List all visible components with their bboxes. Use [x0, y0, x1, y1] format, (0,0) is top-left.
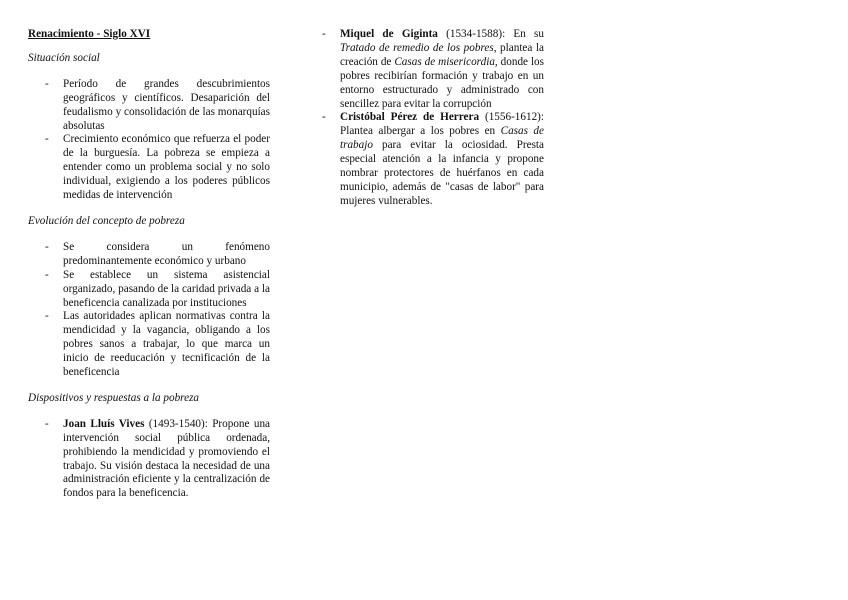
list-item: - Período de grandes descubrimientos geográficos y científicos. Desaparición del feudalismo y consolidación de las monarquías absolutas — [28, 78, 270, 134]
author-text: : En su — [502, 28, 545, 40]
list-item: - Las autoridades aplican normativas contra la mendicidad y la vagancia, obligando a los pobres sanos a trabajar, lo que marca un inicio de reeducación y tecnificación de la beneficencia — [28, 310, 270, 380]
list-item-herrera — [322, 111, 544, 208]
list-item-vives — [28, 418, 270, 501]
list-item: - Se establece un sistema asistencial organizado, pasando de la caridad privada a la beneficencia canalizada por instituciones — [28, 269, 270, 311]
situacion-list — [28, 78, 270, 203]
evolucion-list — [28, 241, 270, 380]
author-text: : Plantea albergar a los pobres en — [340, 111, 545, 138]
author-text: , donde los pobres recibirían formación y trabajo en un entorno estructurado y administrado con sencillez para evitar la corrupción — [340, 55, 545, 110]
work-title: Tratado de remedio de los pobres — [340, 41, 494, 54]
author-name: Joan Lluís Vives — [63, 417, 145, 430]
author-text: : Propone una intervención social pública ordenada, prohibiendo la mendicidad y promoviendo el trabajo. Su visión destaca la necesidad de una administración eficiente y la centralización de fondos para la beneficencia. — [63, 417, 270, 500]
section-title-dispositivos: Dispositivos y respuestas a la pobreza — [28, 391, 200, 404]
author-dates: (1493-1540) — [148, 417, 205, 430]
left-column — [28, 28, 270, 501]
section-title-situacion: Situación social — [28, 51, 100, 64]
author-text: , plantea la creación de — [340, 41, 544, 68]
dispositivos-list-right — [322, 28, 544, 209]
section-title-evolucion: Evolución del concepto de pobreza — [28, 214, 185, 227]
author-name: Miquel de Giginta — [340, 28, 438, 40]
institution-term: Casas de trabajo — [340, 125, 544, 152]
dispositivos-list-left — [28, 418, 270, 501]
author-name: Cristóbal Pérez de Herrera — [340, 111, 480, 124]
author-dates: (1534-1588) — [446, 28, 503, 40]
list-item-giginta — [322, 28, 544, 111]
author-text: para evitar la ociosidad. Presta especial atención a la infancia y propone nombrar protectores de huérfanos en cada municipio, además de "casas de labor" para mujeres vulnerables. — [340, 139, 544, 207]
author-dates: (1556-1612) — [484, 111, 541, 124]
right-column — [322, 28, 544, 209]
list-item: - Crecimiento económico que refuerza el poder de la burguesía. La pobreza se empieza a entender como un problema social y no solo individual, exigiendo a los poderes públicos medidas de intervención — [28, 133, 270, 203]
page-title: Renacimiento - Siglo XVI — [28, 28, 151, 40]
institution-term: Casas de misericordia — [394, 55, 495, 68]
list-item: - Se considera un fenómeno predominantemente económico y urbano — [28, 241, 270, 269]
